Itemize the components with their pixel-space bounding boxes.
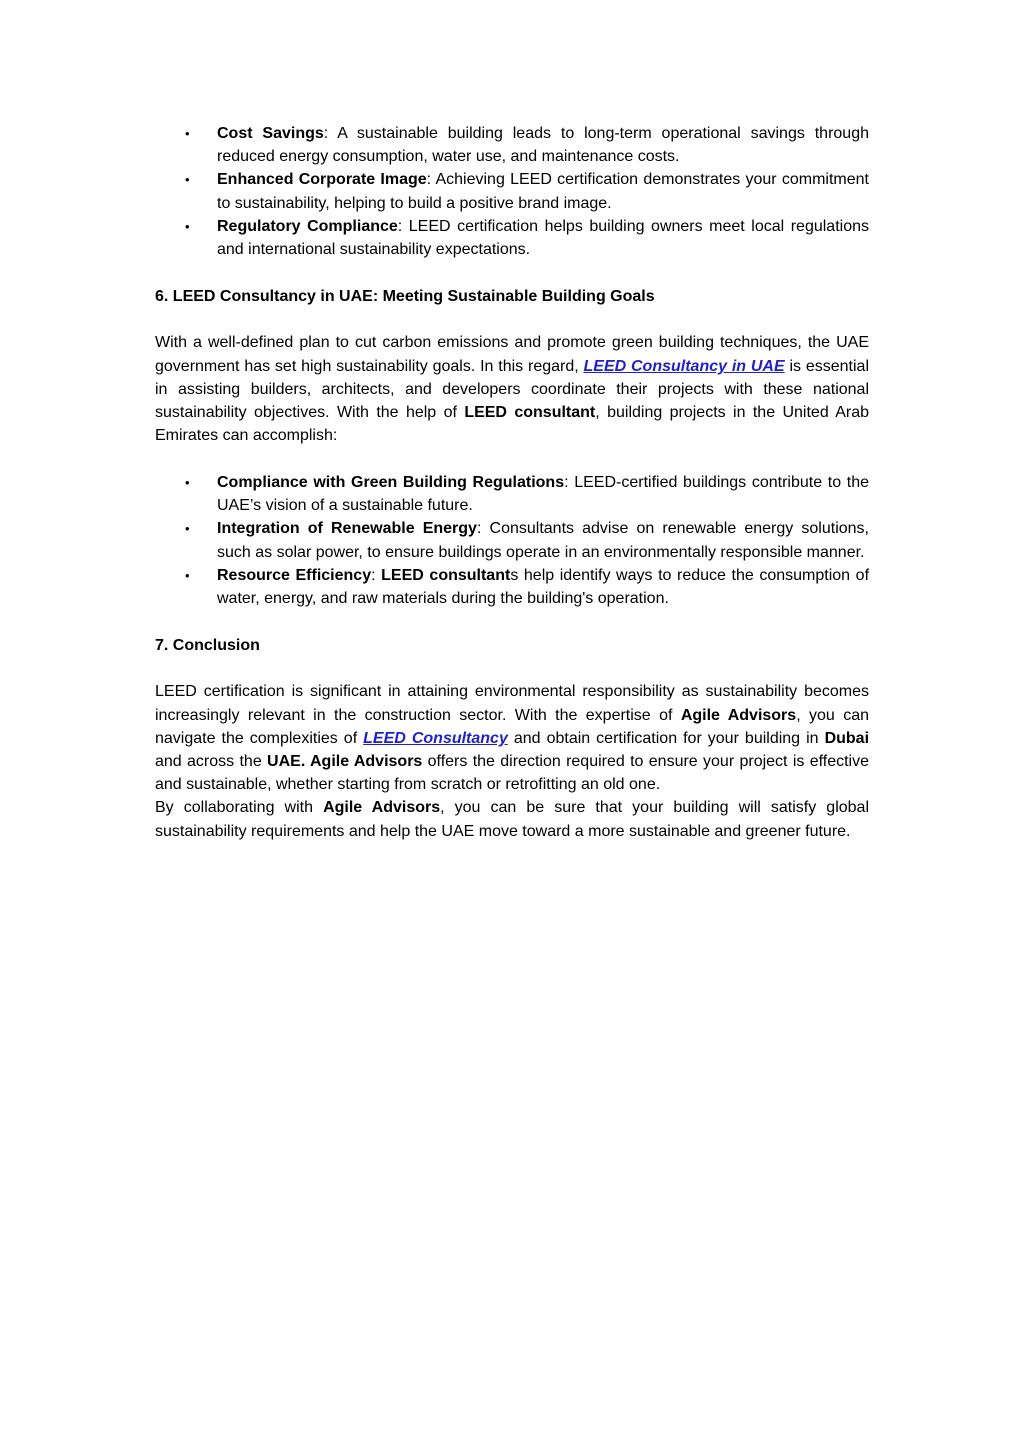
benefits-list [155, 122, 869, 261]
list-item-text: s help identify ways to reduce the consumption of water, energy, and raw materials during the building's operation. [217, 566, 870, 607]
list-item [155, 215, 869, 261]
bold-term: UAE. Agile Advisors [267, 752, 423, 770]
list-item-text: : A sustainable building leads to long-term operational savings through reduced energy consumption, water use, and maintenance costs. [217, 125, 869, 166]
list-item-term: Compliance with Green Building Regulations [217, 473, 565, 491]
section-6-paragraph [155, 331, 869, 447]
list-item-text: : LEED certification helps building owners meet local regulations and international sustainability expectations. [217, 217, 869, 259]
bullet-icon: • [185, 567, 190, 583]
section-6-heading: 6. LEED Consultancy in UAE: Meeting Sustainable Building Goals [155, 287, 655, 305]
uae-goals-list [155, 471, 869, 610]
list-item [155, 471, 869, 517]
list-item [155, 517, 869, 563]
list-item-text: : [371, 566, 382, 584]
paragraph-text: , building projects in the United Arab Emirates can accomplish: [155, 404, 870, 445]
paragraph-text: By collaborating with [155, 799, 324, 817]
bold-term: Agile Advisors [323, 799, 441, 817]
paragraph-text: and across the [155, 752, 268, 770]
list-item-text: : Consultants advise on renewable energy solutions, such as solar power, to ensure buildings operate in an environmentally responsible manner. [217, 520, 869, 561]
bullet-icon: • [185, 521, 190, 537]
list-item [155, 122, 869, 168]
leed-consultancy-link[interactable]: LEED Consultancy [363, 729, 508, 747]
list-item [155, 168, 869, 214]
paragraph-text: LEED certification is significant in attaining environmental responsibility as sustainability becomes increasingly relevant in the construction sector. With the expertise of [155, 683, 869, 724]
paragraph-text: , you can navigate the complexities of [155, 706, 869, 747]
conclusion-paragraph-2 [155, 796, 869, 842]
bullet-icon: • [185, 126, 190, 141]
conclusion-paragraph-1 [155, 680, 869, 796]
list-item-term: Resource Efficiency [217, 566, 372, 584]
bold-term: LEED consultant [381, 566, 511, 584]
section-7-heading: 7. Conclusion [155, 636, 260, 654]
leed-consultancy-uae-link[interactable]: LEED Consultancy in UAE [583, 357, 785, 375]
paragraph-text: , you can be sure that your building will satisfy global sustainability requirements and help the UAE move toward a more sustainable and greener future. [155, 799, 870, 840]
bullet-icon: • [185, 172, 190, 188]
paragraph-text: offers the direction required to ensure your project is effective and sustainable, whether starting from scratch or retrofitting an old one. [155, 752, 869, 794]
list-item-term: Enhanced Corporate Image [217, 171, 427, 189]
bullet-icon: • [185, 218, 190, 234]
list-item-text: : LEED-certified buildings contribute to the UAE’s vision of a sustainable future. [217, 473, 870, 515]
list-item [155, 564, 869, 610]
list-item-text: : Achieving LEED certification demonstrates your commitment to sustainability, helping to build a positive brand image. [217, 171, 869, 212]
bold-term: Agile Advisors [680, 706, 797, 724]
document-page [155, 122, 869, 843]
paragraph-text: is essential in assisting builders, architects, and developers coordinate their projects with these national sustainability objectives. With the help of [155, 357, 869, 422]
list-item-term: Integration of Renewable Energy [217, 520, 477, 538]
bullet-icon: • [185, 474, 190, 490]
paragraph-text: and obtain certification for your building in [507, 729, 825, 747]
list-item-term: Regulatory Compliance [217, 217, 398, 235]
list-item-term: Cost Savings [217, 125, 324, 142]
bold-term: Dubai [824, 729, 870, 747]
bold-term: LEED consultant [464, 404, 596, 422]
paragraph-text: With a well-defined plan to cut carbon emissions and promote green building techniques, the UAE government has set high sustainability goals. In this regard, [155, 334, 869, 375]
